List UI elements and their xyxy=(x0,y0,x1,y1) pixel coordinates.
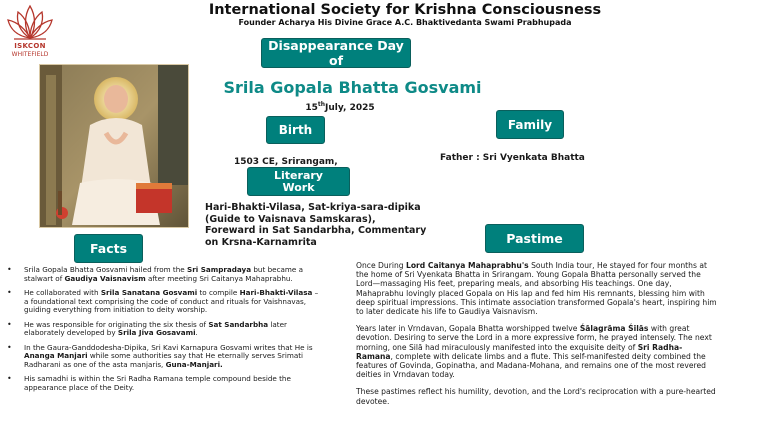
pastime-paragraph xyxy=(356,261,718,316)
pastime-paragraph xyxy=(356,324,718,379)
fact-bold: Srila Jiva Gosavami xyxy=(117,328,196,337)
fact-text: after meeting Sri Caitanya Mahaprabhu. xyxy=(145,273,293,283)
fact-text: Srila Gopala Bhatta Gosvami hailed from the xyxy=(24,265,188,274)
fact-item xyxy=(6,375,324,392)
fact-bold: Gaudiya Vaisnavism xyxy=(64,273,146,283)
literary-work-line: Hari-Bhakti-Vilasa, Sat-kriya-sara-dipika xyxy=(205,202,421,213)
birth-heading xyxy=(266,116,325,144)
fact-text: – a foundational text comprising the code of conduct and rituals for Vaishnavas, guiding everything from initiation to deity worship. xyxy=(24,288,319,314)
literary-label-line1: Literary xyxy=(274,168,323,182)
date-rest: July, 2025 xyxy=(325,103,375,113)
facts-list xyxy=(6,266,324,398)
pastime-heading xyxy=(485,224,584,253)
birth-label: Birth xyxy=(278,123,313,137)
birth-place: 1503 CE, Srirangam, xyxy=(234,157,338,167)
disappearance-day-banner xyxy=(261,38,411,68)
founder-line: Founder Acharya His Divine Grace A.C. Bhaktivedanta Swami Prabhupada xyxy=(238,18,572,27)
fact-text: He was responsible for originating the six thesis of xyxy=(24,319,209,329)
fact-bold: Ananga Manjari xyxy=(24,351,88,360)
fact-text: while some authorities say that He eternally serves Srimati Radharani as one of the asta manjaris, xyxy=(24,351,304,369)
fact-bold: Sri Sampradaya xyxy=(187,265,252,274)
fact-text: His samadhi is within the Sri Radha Ramana temple compound beside the appearance place of the Deity. xyxy=(24,374,291,392)
fact-bold: Hari-Bhakti-Vilasa xyxy=(239,288,313,297)
pastime-text: South India tour, He stayed for four months at the home of Sri Vyenkata Bhatta in Srirangam. Young Gopala Bhatta personally served the Lord—massaging His feet, preparing meals, and absorbing His teachings. One day, Mahaprabhu lovingly placed Gopala on His lap and fed him His remnants, blessing him with deep spiritual impressions. This intimate association transformed Gopala's heart, inspiring him to later dedicate his life to Gaudiya Vaisnavism. xyxy=(356,261,717,317)
iskcon-logo xyxy=(2,2,58,60)
event-date xyxy=(280,101,400,113)
fact-bold: Srila Sanatana Gosvami xyxy=(100,288,198,297)
family-label: Family xyxy=(507,117,553,132)
fact-item xyxy=(6,344,324,370)
family-heading xyxy=(496,110,564,139)
org-title: International Society for Krishna Consciousness xyxy=(208,2,602,18)
fact-item xyxy=(6,289,324,315)
fact-item xyxy=(6,321,324,338)
facts-label: Facts xyxy=(89,241,128,256)
fact-text: . xyxy=(195,328,198,337)
banner-label: Disappearance Day of xyxy=(268,38,404,68)
logo-location: WHITEFIELD xyxy=(11,51,49,58)
pastime-text xyxy=(356,261,718,414)
literary-work-line: (Guide to Vaisnava Samskaras), xyxy=(205,213,376,225)
lotus-icon xyxy=(2,2,58,42)
fact-text: later elaborately developed by xyxy=(24,319,287,337)
pastime-bold: Sri Radha-Ramana xyxy=(356,342,683,361)
gosvami-portrait xyxy=(39,64,189,228)
pastime-text: Once During xyxy=(356,261,406,270)
fact-item xyxy=(6,266,324,283)
literary-work-line: Foreward in Sat Sandarbha, Commentary xyxy=(205,225,427,236)
pastime-bold: Śālagrāma Śilās xyxy=(579,324,649,334)
fact-bold: Sat Sandarbha xyxy=(208,319,269,329)
fact-text: to compile xyxy=(197,288,240,297)
logo-name: ISKCON xyxy=(14,42,46,50)
fact-bold: Guna-Manjari. xyxy=(165,359,223,369)
pastime-text: Years later in Vrndavan, Gopala Bhatta worshipped twelve xyxy=(356,324,580,334)
fact-text: but became a stalwart of xyxy=(24,265,304,283)
pastime-text: These pastimes reflect his humility, devotion, and the Lord's reciprocation with a pure-hearted devotee. xyxy=(356,387,716,406)
fact-text: In the Gaura-Ganddodesha-Dipika, Sri Kavi Karnapura Gosvami writes that He is xyxy=(24,342,313,352)
father-name: Father : Sri Vyenkata Bhatta xyxy=(440,153,585,163)
portrait-image xyxy=(40,65,189,228)
literary-label-line2: Work xyxy=(282,180,315,194)
pastime-text: , complete with delicate limbs and a flute. This self-manifested deity combined the features of Govinda, Gopinatha, and Madana-Mohana, and remains one of the most revered deities in Vrndavan today. xyxy=(356,351,706,380)
saint-name-title: Srila Gopala Bhatta Gosvami xyxy=(223,78,482,97)
pastime-label: Pastime xyxy=(506,231,563,246)
date-day: 15 xyxy=(305,103,318,113)
date-suffix: th xyxy=(317,101,326,108)
literary-work-heading xyxy=(247,167,350,196)
fact-text: He collaborated with xyxy=(24,288,101,297)
pastime-bold: Lord Caitanya Mahaprabhu's xyxy=(406,261,529,270)
pastime-paragraph xyxy=(356,387,718,405)
pastime-text: with great devotion. Desiring to serve the Lord in a more expressive form, he prayed intensely. The next morning, one Silā had miraculously manifested into the exquisite deity of xyxy=(356,324,712,352)
literary-work-line: on Krsna-Karnamrita xyxy=(205,236,317,248)
literary-works-list xyxy=(205,202,435,248)
facts-heading xyxy=(74,234,143,263)
